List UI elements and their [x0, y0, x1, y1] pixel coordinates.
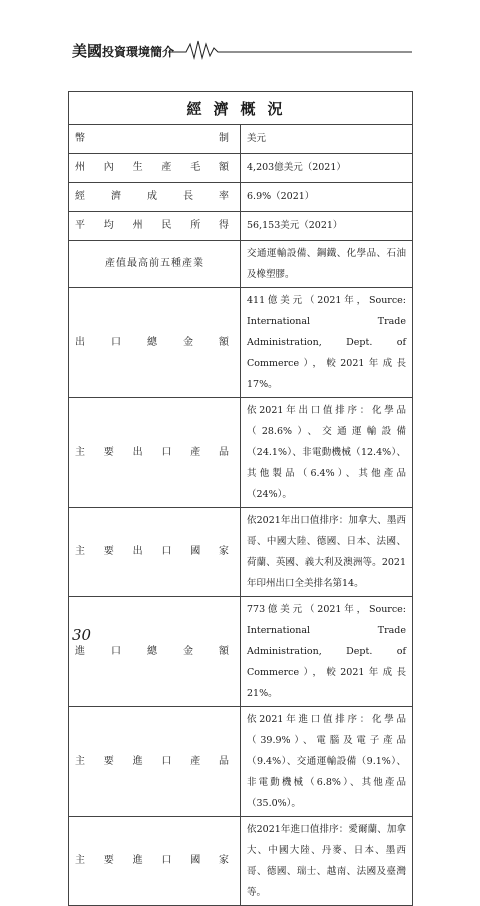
row-label: 幣制: [69, 125, 241, 154]
table-row: [69, 398, 413, 508]
table-row: [69, 241, 413, 288]
economic-overview-table: [68, 91, 413, 906]
row-label: 產值最高前五種產業: [69, 241, 241, 288]
header-title-rest: 投資環境簡介: [102, 45, 175, 59]
row-value: 411億美元（2021年，Source: International Trade Administration, Dept. of Commerce），較2021年成長17%。: [241, 288, 413, 398]
row-label: 主要出口產品: [69, 398, 241, 508]
row-value: 美元: [241, 125, 413, 154]
header-title-prefix: 美國: [72, 42, 103, 60]
row-label: 經濟成長率: [69, 183, 241, 212]
table-row: [69, 817, 413, 906]
table-title: 經濟概況: [69, 92, 413, 125]
table-row: [69, 125, 413, 154]
row-value: 依2021年進口值排序：愛爾蘭、加拿大、中國大陸、丹麥、日本、墨西哥、德國、瑞士、越南、法國及臺灣等。: [241, 817, 413, 906]
row-label: 進口總金額: [69, 597, 241, 707]
row-value: 依2021年出口值排序：加拿大、墨西哥、中國大陸、德國、日本、法國、荷蘭、英國、義大利及澳洲等。2021年印州出口全美排名第14。: [241, 508, 413, 597]
row-value: 依2021年出口值排序：化學品（28.6%）、交通運輸設備（24.1%）、非電動機械（12.4%）、其他製品（6.4%）、其他產品（24%）。: [241, 398, 413, 508]
row-value: 56,153美元（2021）: [241, 212, 413, 241]
row-label: 出口總金額: [69, 288, 241, 398]
row-label: 主要進口產品: [69, 707, 241, 817]
row-label: 平均州民所得: [69, 212, 241, 241]
row-label: 州內生產毛額: [69, 154, 241, 183]
table-row: [69, 154, 413, 183]
page-number: 30: [72, 626, 92, 644]
row-value: 4,203億美元（2021）: [241, 154, 413, 183]
row-value: 6.9%（2021）: [241, 183, 413, 212]
table-row: [69, 707, 413, 817]
table-row: [69, 597, 413, 707]
row-value: 773億美元（2021年，Source: International Trade Administration, Dept. of Commerce），較2021年成長21%。: [241, 597, 413, 707]
table-row: [69, 508, 413, 597]
table-title-row: [69, 92, 413, 125]
row-label: 主要進口國家: [69, 817, 241, 906]
row-value: 依2021年進口值排序：化學品（39.9%）、電腦及電子產品（9.4%）、交通運輸設備（9.1%）、非電動機械（6.8%）、其他產品（35.0%）。: [241, 707, 413, 817]
row-value: 交通運輸設備、鋼鐵、化學品、石油及橡塑膠。: [241, 241, 413, 288]
page-header: [72, 38, 412, 60]
row-label: 主要出口國家: [69, 508, 241, 597]
header-wave-line-icon: [168, 38, 412, 60]
table-row: [69, 183, 413, 212]
table-row: [69, 288, 413, 398]
header-title: [72, 40, 174, 61]
table-row: [69, 212, 413, 241]
